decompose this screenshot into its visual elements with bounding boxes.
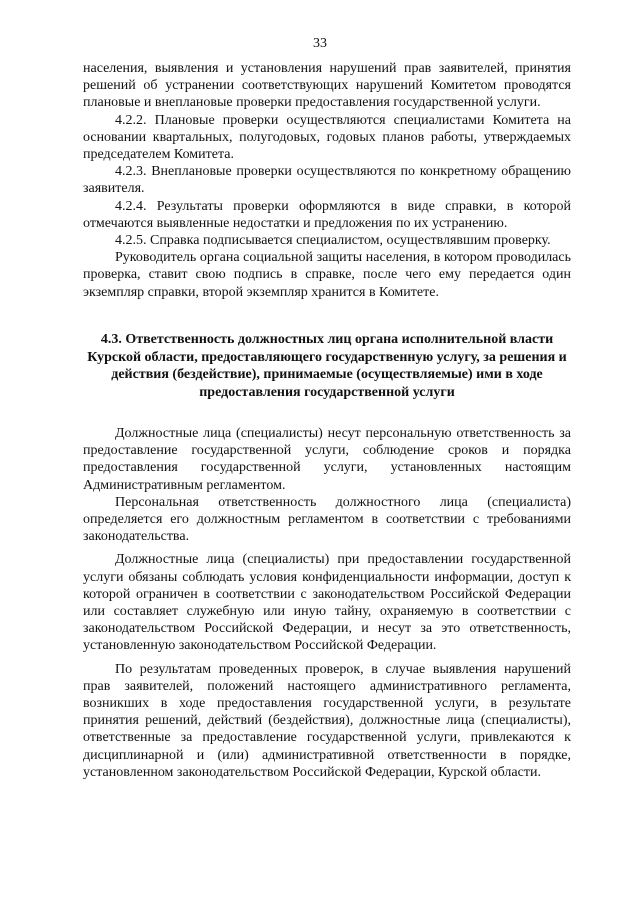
- paragraph-4-2-2: 4.2.2. Плановые проверки осуществляются специалистами Комитета на основании квартальных, полугодовых, годовых планов работы, утверждаемых председателем Комитета.: [83, 112, 571, 163]
- section-heading-4-3: 4.3. Ответственность должностных лиц органа исполнительной власти Курской области, предоставляющего государственную услугу, за решения и действия (бездействие), принимаемые (осуществляемые) ими в ходе предоставления государственной услуги: [87, 331, 567, 401]
- paragraph-official-regulation: Персональная ответственность должностного лица (специалиста) определяется его должностным регламентом в соответствии с требованиями законодательства.: [83, 494, 571, 545]
- paragraph-4-2-3: 4.2.3. Внеплановые проверки осуществляются по конкретному обращению заявителя.: [83, 164, 571, 197]
- paragraph-inspection-results: По результатам проведенных проверок, в случае выявления нарушений прав заявителей, положений настоящего административного регламента, возникших в ходе предоставления государственной услуги, в результате принятия решений, действий (бездействия), должностные лица (специалисты), ответственные за предоставление государственной услуги, привлекаются к дисциплинарной и (или) административной ответственности в порядке, установленном законодательством Российской Федерации, Курской области.: [83, 661, 571, 780]
- paragraph-confidentiality: Должностные лица (специалисты) при предоставлении государственной услуги обязаны соблюдать условия конфиденциальности информации, доступ к которой ограничен в соответствии с законодательством Российской Федерации или составляет служебную или иную тайну, охраняемую в соответствии с законодательством Российской Федерации, и несут за это ответственность, установленную законодательством Российской Федерации.: [83, 552, 571, 654]
- paragraph-head-signature: Руководитель органа социальной защиты населения, в котором проводилась проверка, ставит свою подпись в справке, после чего ему передается один экземпляр справки, второй экземпляр хранится в Комитете.: [83, 250, 571, 300]
- page-number: 33: [313, 36, 327, 51]
- paragraph-4-2-4: 4.2.4. Результаты проверки оформляются в виде справки, в которой отмечаются выявленные недостатки и предложения по их устранению.: [83, 198, 571, 231]
- paragraph-personal-responsibility: Должностные лица (специалисты) несут персональную ответственность за предоставление государственной услуги, соблюдение сроков и порядка предоставления государственной услуги, установленных настоящим Административным регламентом.: [83, 426, 571, 493]
- paragraph-4-2-5: 4.2.5. Справка подписывается специалистом, осуществлявшим проверку.: [115, 233, 551, 249]
- document-body: [83, 60, 571, 781]
- paragraph-continuation: населения, выявления и установления нарушений прав заявителей, принятия решений об устранении соответствующих нарушений Комитетом проводятся плановые и внеплановые проверки предоставления государственной услуги.: [83, 61, 571, 111]
